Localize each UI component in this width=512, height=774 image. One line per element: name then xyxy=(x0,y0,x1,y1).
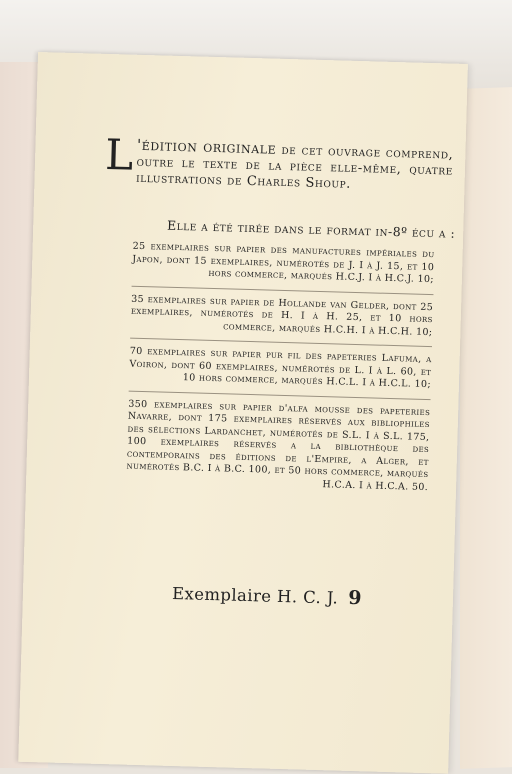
copy-number-line xyxy=(147,581,388,610)
edition-entry-alfa xyxy=(126,398,430,494)
edition-list xyxy=(126,241,435,494)
copy-number: 9 xyxy=(347,586,363,610)
drop-cap: L xyxy=(104,129,135,180)
edition-entry-lafuma xyxy=(129,346,432,392)
heading-first-words: 'édition originale xyxy=(136,135,277,158)
format-statement: Elle a été tirée dans le format in-8º écu a : xyxy=(166,217,456,241)
entry-text: 35 exemplaires sur papier de Hollande van Gelder, dont 25 exemplaires, numérotés de H. I à H. 25, et 10 hors commerce, marqués H.C.H. I à H.C.H. 10; xyxy=(130,293,434,338)
heading-rest: de cet ouvrage comprend, outre le texte de la pièce elle-même, quatre illustrations de Charles Shoup. xyxy=(135,142,454,192)
divider xyxy=(130,338,432,347)
edition-entry-japon xyxy=(132,241,435,287)
colophon-page xyxy=(18,52,468,774)
entry-text: 70 exemplaires sur papier pur fil des papeteries Lafuma, a Voiron, dont 60 exemplaires, numérotés de L. I à L. 60, et 10 hors commerce, marqués H.C.L. I à H.C.L. 10; xyxy=(129,345,432,391)
right-page-edge xyxy=(460,87,512,769)
colophon-heading xyxy=(104,129,454,196)
divider xyxy=(129,390,431,399)
copy-label: Exemplaire H. C. J. xyxy=(171,583,339,608)
entry-text: 350 exemplaires sur papier d'alfa mousse des papeteries Navarre, dont 175 exemplaires réservés aux bibliophiles des sélections Lardanchet, numérotés de S.L. I à S.L. 175, 100 exemplaires réservés a la bibliothèque des contemporains des éditions de l'Empire, a Alger, et numérotés B.C. I à B.C. 100, et 50 hors commerce, marqués H.C.A. I à H.C.A. 50. xyxy=(126,398,431,493)
entry-text: 25 exemplaires sur papier des manufactures impériales du Japon, dont 15 exemplaires, numérotés de J. I à J. 15, et 10 hors commerce, marqués H.C.J. I à H.C.J. 10; xyxy=(132,240,435,286)
edition-entry-hollande xyxy=(130,293,433,339)
divider xyxy=(132,285,434,294)
